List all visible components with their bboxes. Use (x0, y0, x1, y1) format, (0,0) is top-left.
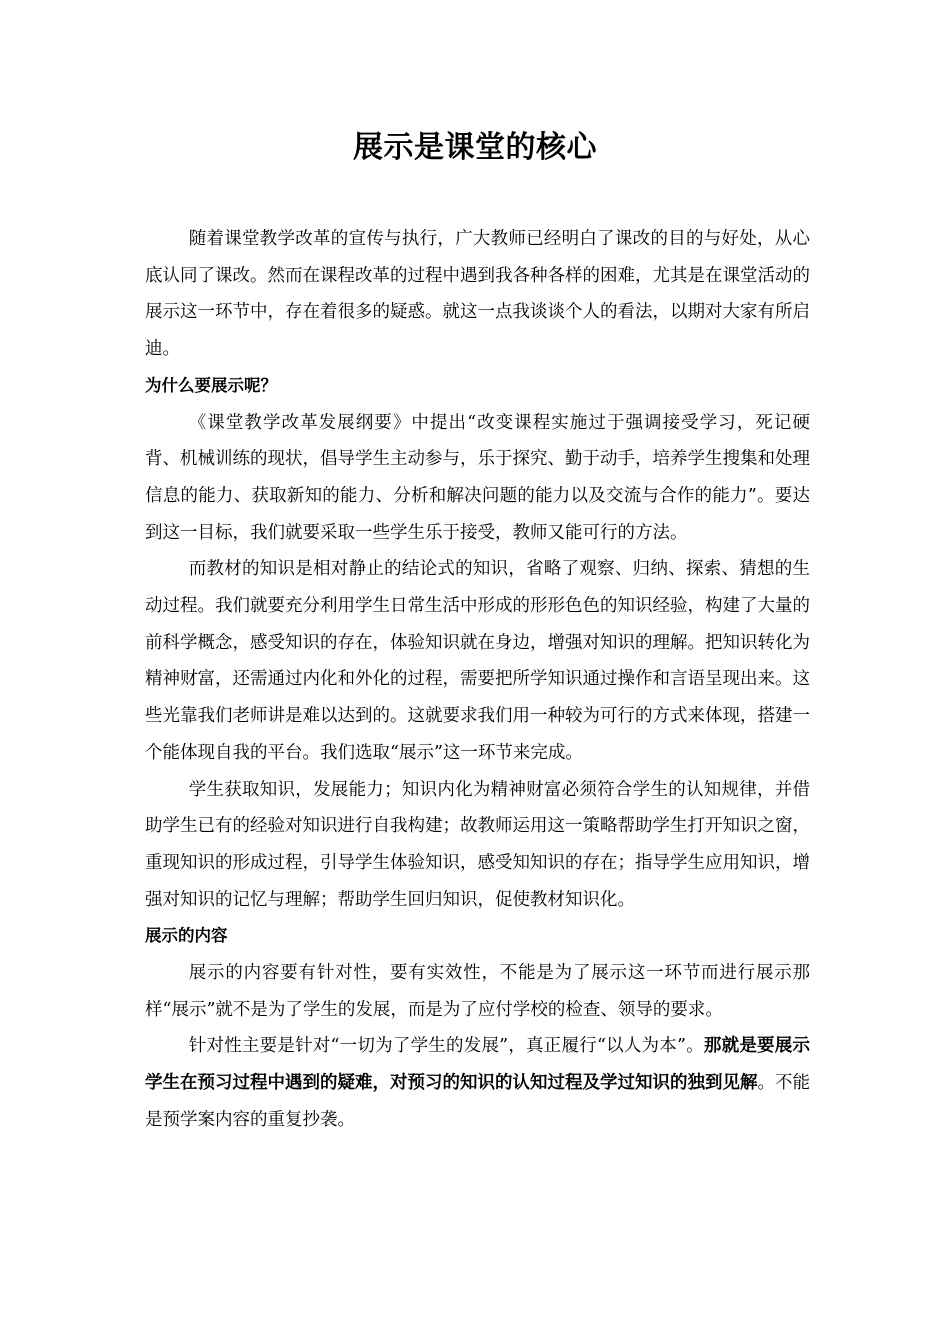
paragraph-content-targeted: 展示的内容要有针对性，要有实效性，不能是为了展示这一环节而进行展示那样“展示”就不是为了学生的发展，而是为了应付学校的检查、领导的要求。 (145, 963, 810, 1020)
document-title: 展示是课堂的核心 (353, 130, 597, 165)
section-heading-content: 展示的内容 (145, 926, 228, 946)
document-body (145, 221, 810, 1139)
paragraph-intro: 随着课堂教学改革的宣传与执行，广大教师已经明白了课改的目的与好处，从心底认同了课改。然而在课程改革的过程中遇到我各种各样的困难，尤其是在课堂活动的展示这一环节中，存在着很多的疑惑。就这一点我谈谈个人的看法，以期对大家有所启迪。 (145, 229, 810, 360)
paragraph-student-knowledge: 学生获取知识，发展能力；知识内化为精神财富必须符合学生的认知规律，并借助学生已有的经验对知识进行自我构建；故教师运用这一策略帮助学生打开知识之窗，重现知识的形成过程，引导学生体验知识，感受知知识的存在；指导学生应用知识，增强对知识的记忆与理解；帮助学生回归知识，促使教材知识化。 (145, 779, 810, 910)
paragraph-targeting (145, 1028, 810, 1138)
paragraph-targeting-start: 针对性主要是针对“一切为了学生的发展”，真正履行“以人为本”。 (188, 1036, 704, 1057)
paragraph-targeting-end: 。不能是预学案内容的重复抄袭。 (145, 1073, 810, 1130)
section-heading-why-show: 为什么要展示呢？ (145, 375, 277, 395)
paragraph-targeting-emphasis: 那就是要展示学生在预习过程中遇到的疑难，对预习的知识的认知过程及学过知识的独到见解 (145, 1036, 810, 1094)
paragraph-textbook-knowledge: 而教材的知识是相对静止的结论式的知识，省略了观察、归纳、探索、猜想的生动过程。我们就要充分利用学生日常生活中形成的形形色色的知识经验，构建了大量的前科学概念，感受知识的存在，体验知识就在身边，增强对知识的理解。把知识转化为精神财富，还需通过内化和外化的过程，需要把所学知识通过操作和言语呈现出来。这些光靠我们老师讲是难以达到的。这就要求我们用一种较为可行的方式来体现，搭建一个能体现自我的平台。我们选取“展示”这一环节来完成。 (145, 559, 810, 763)
paragraph-outline-quote: 《课堂教学改革发展纲要》中提出“改变课程实施过于强调接受学习，死记硬背、机械训练的现状，倡导学生主动参与，乐于探究、勤于动手，培养学生搜集和处理信息的能力、获取新知的能力、分析和解决问题的能力以及交流与合作的能力”。要达到这一目标，我们就要采取一些学生乐于接受，教师又能可行的方法。 (145, 412, 810, 543)
